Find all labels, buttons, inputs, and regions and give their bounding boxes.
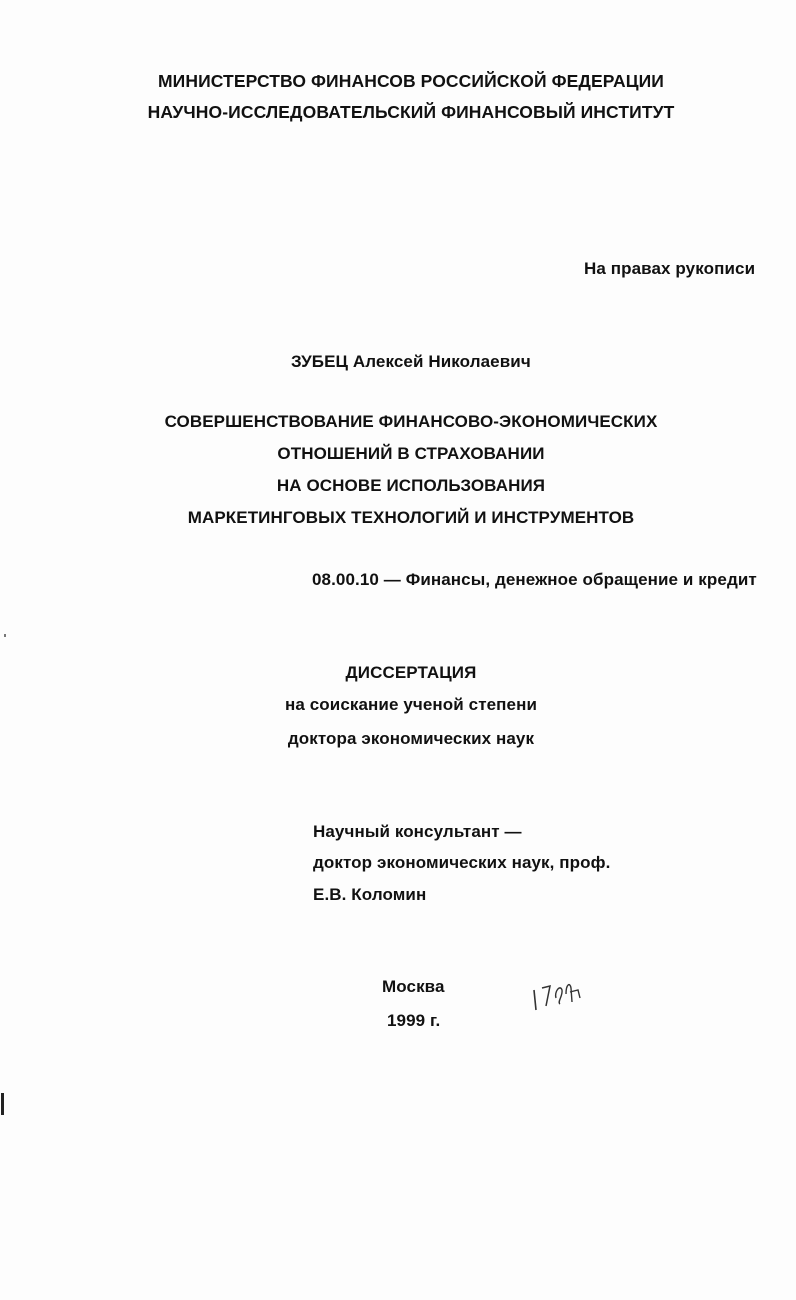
handwritten-note: [526, 976, 590, 1021]
title-line-4: МАРКЕТИНГОВЫХ ТЕХНОЛОГИЙ И ИНСТРУМЕНТОВ: [187, 508, 635, 527]
ministry-heading: МИНИСТЕРСТВО ФИНАНСОВ РОССИЙСКОЙ ФЕДЕРАЦИИ: [157, 71, 664, 91]
scan-edge-mark: [1, 1093, 4, 1115]
city: Москва: [382, 977, 445, 996]
consultant-degree: доктор экономических наук, проф.: [313, 853, 611, 872]
scan-dot: [4, 634, 6, 637]
consultant-name: Е.В. Коломин: [313, 885, 427, 904]
degree-line-2: доктора экономических наук: [287, 729, 535, 748]
handwriting-scribble-icon: [526, 976, 590, 1016]
title-line-2: ОТНОШЕНИЙ В СТРАХОВАНИИ: [277, 444, 545, 463]
institute-heading: НАУЧНО-ИССЛЕДОВАТЕЛЬСКИЙ ФИНАНСОВЫЙ ИНСТИТУТ: [147, 102, 675, 122]
year: 1999 г.: [387, 1011, 441, 1030]
specialty-code: 08.00.10 — Финансы, денежное обращение и кредит: [312, 570, 757, 589]
title-line-1: СОВЕРШЕНСТВОВАНИЕ ФИНАНСОВО-ЭКОНОМИЧЕСКИХ: [164, 412, 658, 431]
manuscript-note: На правах рукописи: [584, 259, 756, 278]
degree-line-1: на соискание ученой степени: [284, 695, 538, 714]
consultant-label: Научный консультант —: [313, 822, 522, 841]
author-name: ЗУБЕЦ Алексей Николаевич: [291, 352, 531, 371]
dissertation-label: ДИССЕРТАЦИЯ: [345, 663, 477, 682]
title-line-3: НА ОСНОВЕ ИСПОЛЬЗОВАНИЯ: [276, 476, 546, 495]
